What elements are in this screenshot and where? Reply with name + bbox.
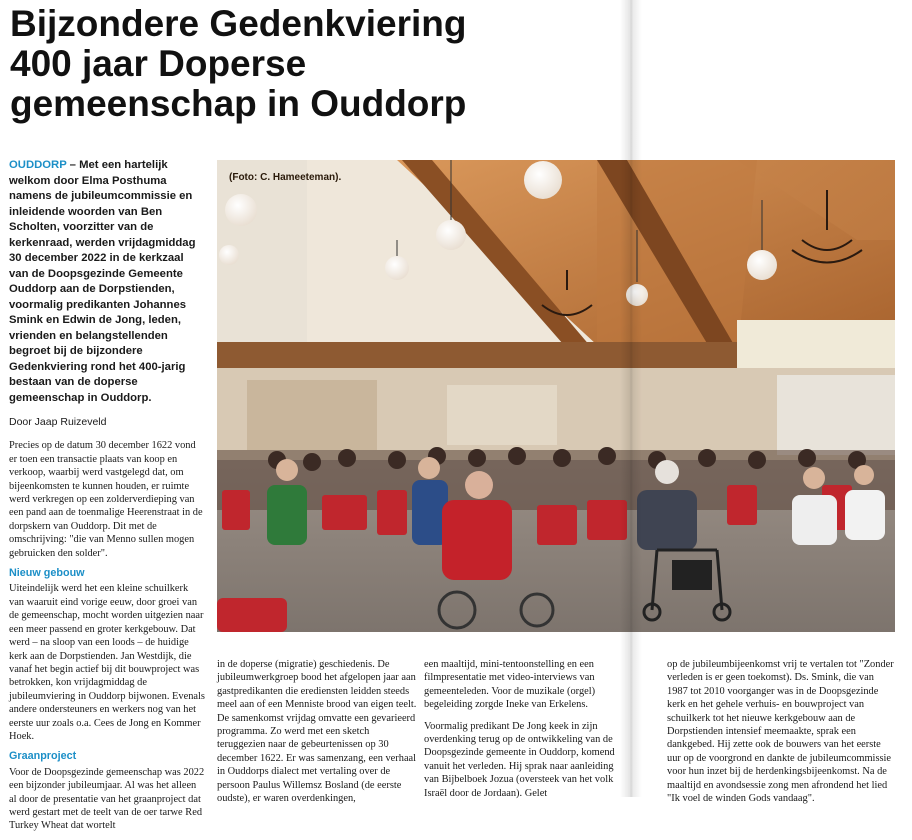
- headline-line-3: gemeenschap in Ouddorp: [10, 83, 467, 124]
- photo-illustration: [217, 160, 895, 632]
- article-column-2: [217, 658, 417, 813]
- subheading-graanproject: Graanproject: [9, 750, 77, 763]
- article-headline: [10, 4, 610, 124]
- left-column: [9, 158, 205, 840]
- paragraph: Voor de Doopsgezinde gemeenschap was 2022 een bijzonder jubileumjaar. Al was het alleen al door de presentatie van het graanproject dat werd gestart met de teelt van de oer tarwe Red Turkey Wheat dat wortelt: [9, 766, 205, 832]
- paragraph: een maaltijd, mini-tentoonstelling en een filmpresentatie met video-interviews van gemeenteleden. Voor de muzikale (orgel) begeleiding zorgde Ineke van Erkelens.: [424, 659, 596, 711]
- article-column-4: [667, 658, 895, 813]
- paragraph: op de jubileumbijeenkomst vrij te vertalen tot "Zonder verleden is er geen toekomst). Ds. Smink, die van 1987 tot 2010 voorganger was in de Doopsgezinde kerk en het gehele verhuis- en bouwproject van schuilkerk tot het nieuwe kerkgebouw aan de Dorpstienden intensief meemaakte, sprak een dankgebed. Hij zette ook de bouwers van het eerste uur op de voorgrond en dankte de jubileumcommissie voor hun inzet bij de herdenkingsbijeenkomst. Na de maaltijd en avondsessie zong men afrondend het lied "Ik voel de winden Gods vandaag".: [667, 659, 894, 805]
- lead-text: – Met een hartelijk welkom door Elma Posthuma namens de jubileumcommissie en inleidende woorden van Ben Scholten, voorzitter van de kerkenraad, werden vrijdagmiddag 30 december 2022 in de kerkzaal van de Doopsgezinde Gemeente Ouddorp aan de Dorpstienden, voormalig predikanten Johannes Smink en Edwin de Jong, leden, vrienden en belangstellenden begroet bij de bijzondere Gedenkviering rond het 400-jarig bestaan van de doperse gemeenschap in Ouddorp.: [9, 159, 196, 404]
- dateline: OUDDORP: [9, 159, 67, 171]
- church-hall-photo: [217, 160, 895, 632]
- paragraph: Uiteindelijk werd het een kleine schuilkerk van waaruit eind vorige eeuw, door groei van de gemeenschap, mocht worden uitgezien naar een meer passend en groter kerkgebouw. Dat werd – na sloop van een loods – de huidige kerk aan de Dorpstienden. Jan Westdijk, die vanaf het begin actief bij dit bouwproject was betrokken, kon vrijdagmiddag de jubileumviering in Ouddorp bijwonen. Evenals andere ondersteuners en werkers nog van het eerste uur zoals o.a. Cees de Jong en Kommer Hoek.: [9, 583, 205, 742]
- article-column-3: [424, 658, 625, 808]
- photo-caption: (Foto: C. Hameeteman).: [229, 172, 342, 183]
- paragraph: Voormalig predikant De Jong keek in zijn overdenking terug op de ontwikkeling van de Doopsgezinde gemeente in Ouddorp, komend vanuit het verleden. Hij sprak naar aanleiding van Bijbelboek Jozua (oversteek van het volk Israël door de Jordaan). Gelet: [424, 720, 615, 799]
- paragraph: Precies op de datum 30 december 1622 vond er toen een transactie plaats van koop en verkoop, waarbij werd vastgelegd dat, om bijeenkomsten te kunnen houden, er ruimte werd verkregen op een zolderverdieping van een pand aan de toenmalige Heerenstraat in de dorpskern van Ouddorp. Dit met de omschrijving: "die van Menno sullen mogen gebruicken den solder".: [9, 440, 203, 559]
- paragraph: in de doperse (migratie) geschiedenis. De jubileumwerkgroep bood het afgelopen jaar aan gastpredikanten die erediensten leidden steeds meel aan of een Menniste brood van eigen teelt. De samenkomst vrijdag omvatte een gevarieerd programma. Zo werd met een sketch teruggezien naar de gebeurtenissen op 30 december 1622. Er was samenzang, een verhaal in Ouddorps dialect met vertaling over de persoon Paulus Willemsz Bosland (de eerste oudste), er waren overdenkingen,: [217, 659, 417, 805]
- subheading-nieuw-gebouw: Nieuw gebouw: [9, 567, 85, 580]
- headline-line-2: 400 jaar Doperse: [10, 43, 307, 84]
- article-lead: [9, 158, 205, 406]
- byline: Door Jaap Ruizeveld: [9, 416, 107, 428]
- headline-line-1: Bijzondere Gedenkviering: [10, 3, 467, 44]
